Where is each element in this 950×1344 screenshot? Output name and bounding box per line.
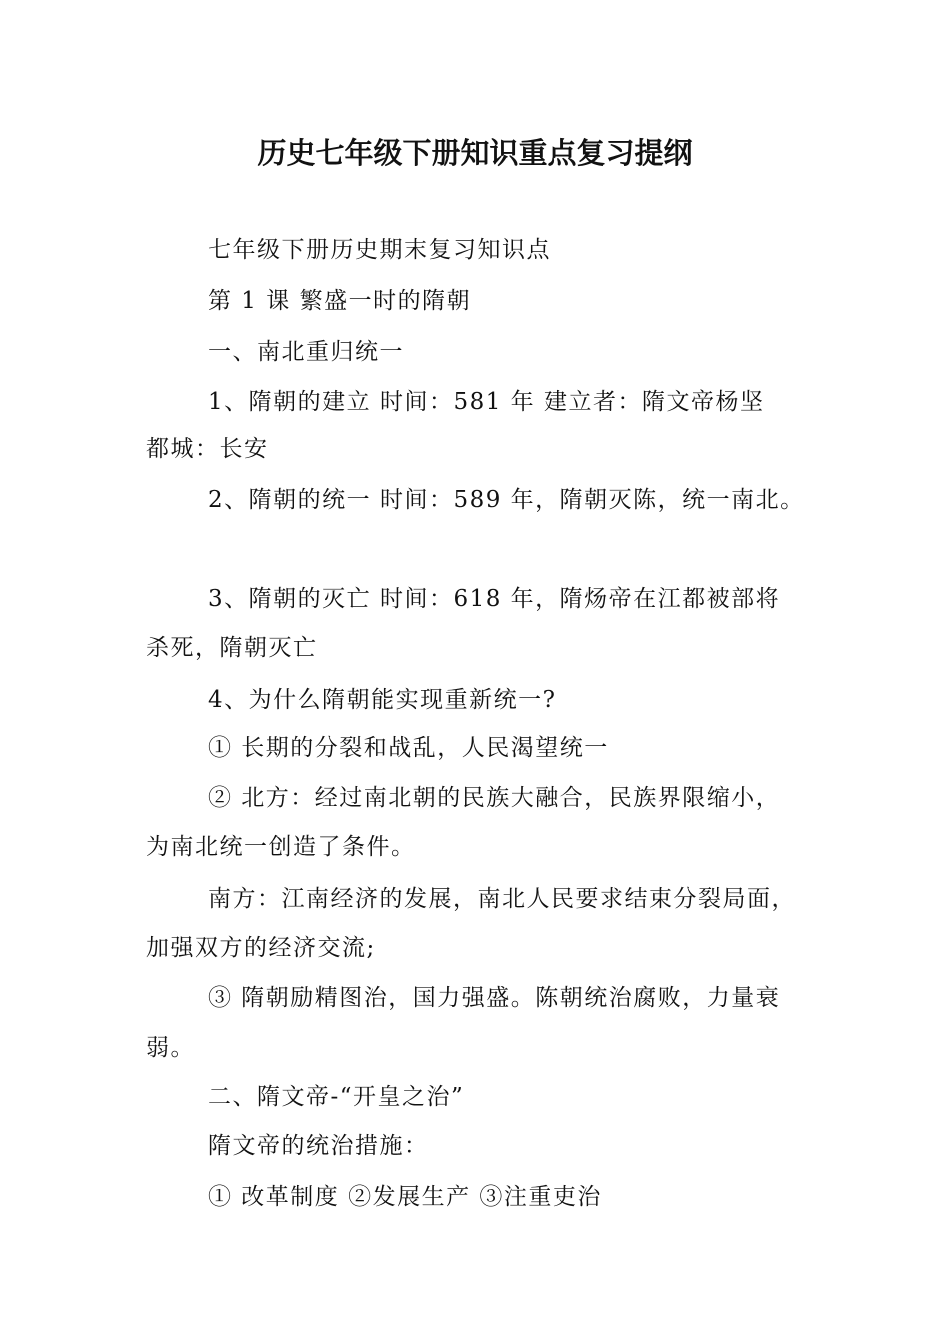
paragraph-line: ① 改革制度 ②发展生产 ③注重吏治 (208, 1184, 602, 1210)
paragraph-line: ② 北方：经过南北朝的民族大融合，民族界限缩小， (208, 785, 781, 811)
paragraph-line: 为南北统一创造了条件。 (146, 834, 416, 860)
paragraph-line: 七年级下册历史期末复习知识点 (208, 237, 551, 263)
paragraph-line: 2、隋朝的统一 时间：589 年，隋朝灭陈，统一南北。 (208, 487, 805, 513)
paragraph-line: 隋文帝的统治措施： (208, 1133, 429, 1159)
document-title: 历史七年级下册知识重点复习提纲 (257, 136, 693, 170)
paragraph-line: 第 1 课 繁盛一时的隋朝 (208, 288, 472, 314)
paragraph-line: 一、南北重归统一 (208, 339, 404, 365)
paragraph-line: 1、隋朝的建立 时间：581 年 建立者：隋文帝杨坚 (208, 389, 765, 415)
paragraph-line: ③ 隋朝励精图治，国力强盛。陈朝统治腐败，力量衰 (208, 985, 781, 1011)
paragraph-line: 4、为什么隋朝能实现重新统一? (208, 687, 557, 713)
paragraph-line: ① 长期的分裂和战乱，人民渴望统一 (208, 735, 609, 761)
paragraph-line: 南方：江南经济的发展，南北人民要求结束分裂局面， (208, 886, 796, 912)
paragraph-line: 3、隋朝的灭亡 时间：618 年，隋炀帝在江都被部将 (208, 586, 781, 612)
paragraph-line: 杀死，隋朝灭亡 (146, 635, 318, 661)
paragraph-line: 弱。 (146, 1035, 195, 1061)
paragraph-line: 加强双方的经济交流; (146, 935, 376, 961)
section-heading: 二、隋文帝-“开皇之治” (208, 1084, 465, 1110)
paragraph-line: 都城：长安 (146, 436, 269, 462)
